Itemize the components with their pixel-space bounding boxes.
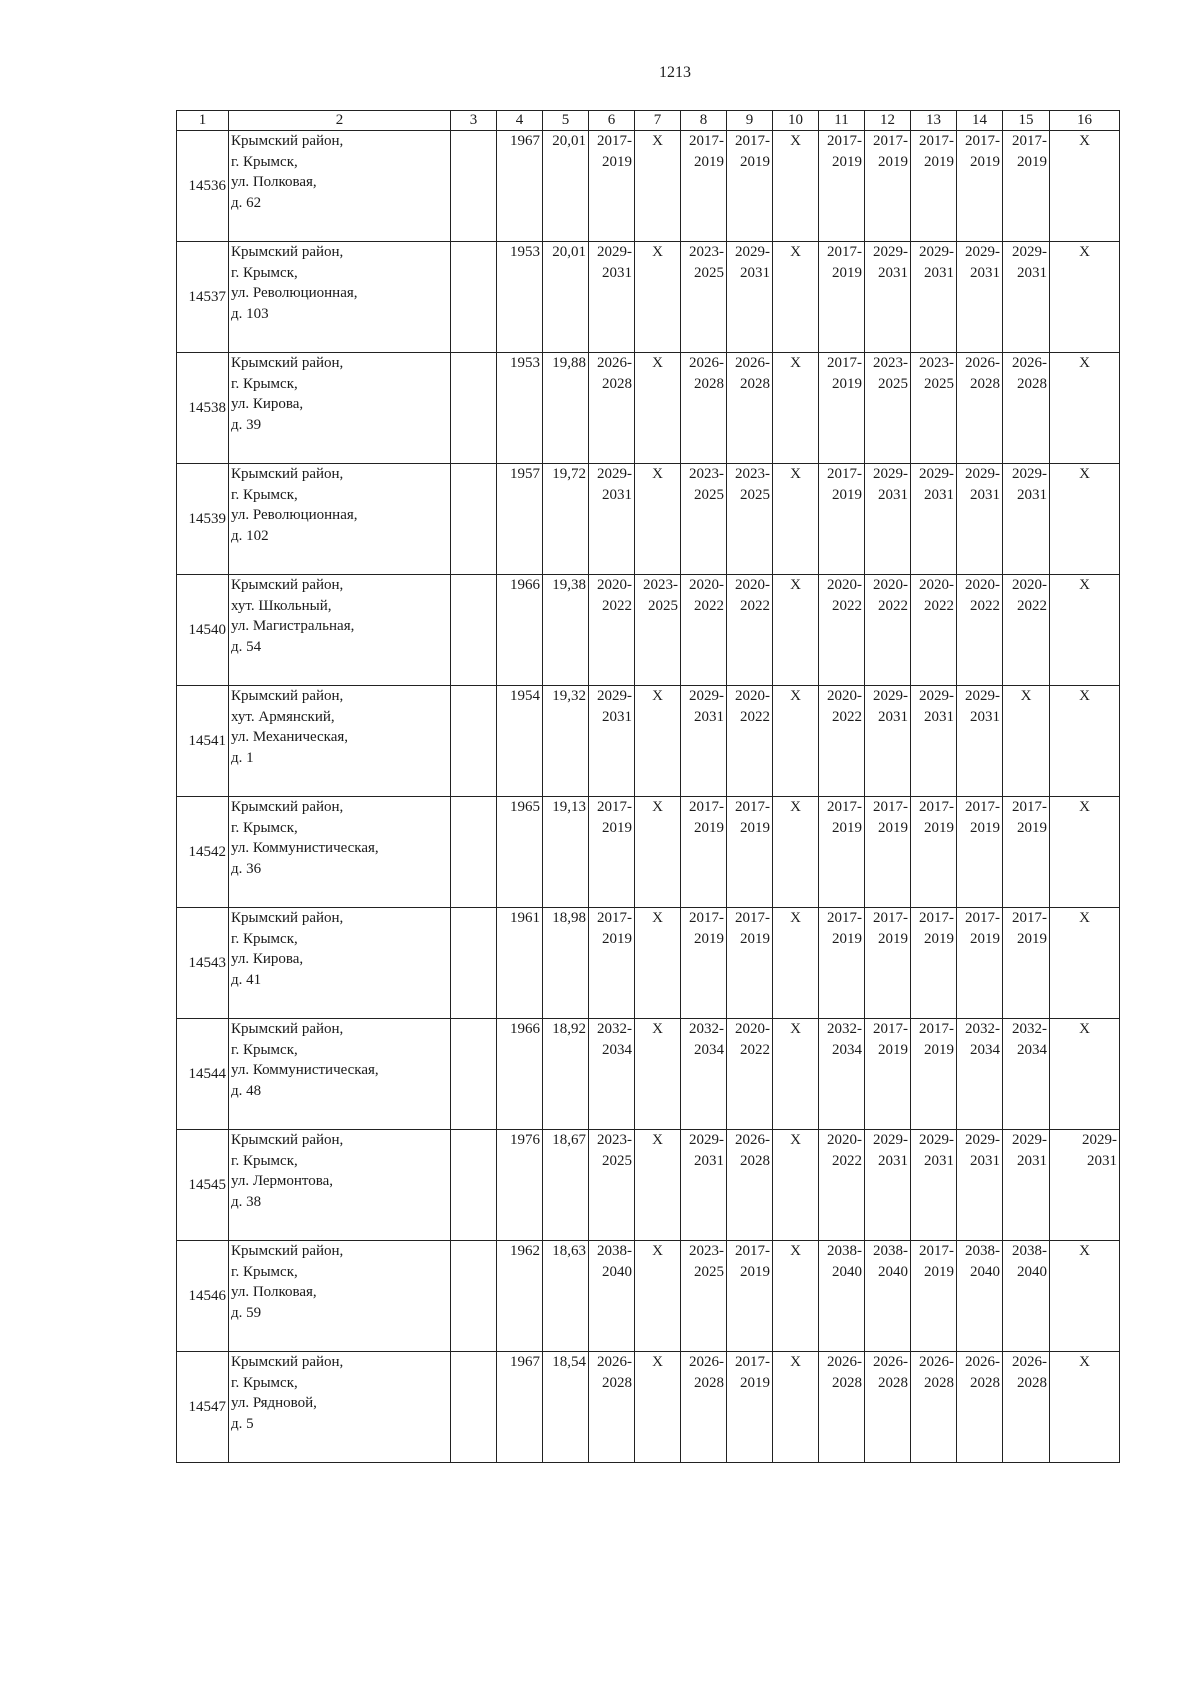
period-cell-col-16: X (1050, 242, 1120, 353)
period-cell-col-10: X (773, 797, 819, 908)
column-header-8: 8 (681, 111, 727, 131)
period-cell-col-7: X (635, 353, 681, 464)
period-cell-col-10: X (773, 1352, 819, 1463)
period-cell-col-14: 2020- 2022 (957, 575, 1003, 686)
year-cell: 1953 (497, 242, 543, 353)
period-cell-col-10: X (773, 1130, 819, 1241)
period-cell-col-16: X (1050, 908, 1120, 1019)
period-cell-col-15: 2029- 2031 (1003, 464, 1050, 575)
column-header-15: 15 (1003, 111, 1050, 131)
column-header-13: 13 (911, 111, 957, 131)
period-cell-col-12: 2026- 2028 (865, 1352, 911, 1463)
period-cell-col-6: 2026- 2028 (589, 353, 635, 464)
period-cell-col-7: X (635, 1019, 681, 1130)
period-cell-col-8: 2017- 2019 (681, 797, 727, 908)
period-cell-col-14: 2029- 2031 (957, 464, 1003, 575)
period-cell-col-7: X (635, 686, 681, 797)
period-cell-col-9: 2017- 2019 (727, 131, 773, 242)
period-cell-col-6: 2029- 2031 (589, 686, 635, 797)
column-3-cell (451, 1241, 497, 1352)
address-cell: Крымский район, г. Крымск, ул. Лермонтова, д. 38 (229, 1130, 451, 1241)
period-cell-col-15: 2032- 2034 (1003, 1019, 1050, 1130)
table-row (177, 1352, 1120, 1463)
period-cell-col-16: X (1050, 464, 1120, 575)
period-cell-col-10: X (773, 131, 819, 242)
period-cell-col-14: 2029- 2031 (957, 242, 1003, 353)
value-cell: 20,01 (543, 131, 589, 242)
period-cell-col-11: 2017- 2019 (819, 464, 865, 575)
table-row (177, 575, 1120, 686)
period-cell-col-10: X (773, 242, 819, 353)
year-cell: 1962 (497, 1241, 543, 1352)
period-cell-col-10: X (773, 575, 819, 686)
period-cell-col-14: 2017- 2019 (957, 797, 1003, 908)
column-header-11: 11 (819, 111, 865, 131)
address-cell: Крымский район, г. Крымск, ул. Революционная, д. 102 (229, 464, 451, 575)
address-cell: Крымский район, хут. Армянский, ул. Механическая, д. 1 (229, 686, 451, 797)
year-cell: 1967 (497, 1352, 543, 1463)
period-cell-col-9: 2020- 2022 (727, 686, 773, 797)
year-cell: 1967 (497, 131, 543, 242)
period-cell-col-11: 2038- 2040 (819, 1241, 865, 1352)
address-cell: Крымский район, г. Крымск, ул. Революционная, д. 103 (229, 242, 451, 353)
period-cell-col-7: 2023- 2025 (635, 575, 681, 686)
address-cell: Крымский район, г. Крымск, ул. Коммунистическая, д. 36 (229, 797, 451, 908)
column-header-14: 14 (957, 111, 1003, 131)
period-cell-col-12: 2029- 2031 (865, 464, 911, 575)
period-cell-col-15: 2017- 2019 (1003, 908, 1050, 1019)
period-cell-col-15: 2038- 2040 (1003, 1241, 1050, 1352)
period-cell-col-7: X (635, 908, 681, 1019)
period-cell-col-15: 2029- 2031 (1003, 1130, 1050, 1241)
period-cell-col-9: 2020- 2022 (727, 1019, 773, 1130)
column-header-1: 1 (177, 111, 229, 131)
period-cell-col-11: 2032- 2034 (819, 1019, 865, 1130)
period-cell-col-14: 2026- 2028 (957, 1352, 1003, 1463)
period-cell-col-12: 2029- 2031 (865, 242, 911, 353)
column-3-cell (451, 131, 497, 242)
period-cell-col-13: 2017- 2019 (911, 797, 957, 908)
column-3-cell (451, 353, 497, 464)
column-header-5: 5 (543, 111, 589, 131)
column-3-cell (451, 686, 497, 797)
table-body (177, 131, 1120, 1463)
table-row (177, 686, 1120, 797)
year-cell: 1976 (497, 1130, 543, 1241)
period-cell-col-11: 2026- 2028 (819, 1352, 865, 1463)
period-cell-col-13: 2017- 2019 (911, 1019, 957, 1130)
period-cell-col-11: 2017- 2019 (819, 908, 865, 1019)
period-cell-col-16: X (1050, 1019, 1120, 1130)
period-cell-col-8: 2017- 2019 (681, 131, 727, 242)
period-cell-col-15: 2017- 2019 (1003, 131, 1050, 242)
period-cell-col-9: 2023- 2025 (727, 464, 773, 575)
period-cell-col-12: 2017- 2019 (865, 1019, 911, 1130)
address-cell: Крымский район, г. Крымск, ул. Кирова, д. 41 (229, 908, 451, 1019)
period-cell-col-7: X (635, 1130, 681, 1241)
row-id: 14537 (177, 242, 229, 353)
period-cell-col-8: 2032- 2034 (681, 1019, 727, 1130)
table-row (177, 353, 1120, 464)
period-cell-col-14: 2017- 2019 (957, 131, 1003, 242)
period-cell-col-16: X (1050, 1241, 1120, 1352)
address-cell: Крымский район, г. Крымск, ул. Кирова, д. 39 (229, 353, 451, 464)
value-cell: 18,63 (543, 1241, 589, 1352)
row-id: 14545 (177, 1130, 229, 1241)
period-cell-col-16: 2029- 2031 (1050, 1130, 1120, 1241)
column-header-3: 3 (451, 111, 497, 131)
period-cell-col-16: X (1050, 686, 1120, 797)
period-cell-col-6: 2029- 2031 (589, 464, 635, 575)
period-cell-col-11: 2017- 2019 (819, 353, 865, 464)
period-cell-col-13: 2020- 2022 (911, 575, 957, 686)
value-cell: 18,54 (543, 1352, 589, 1463)
column-3-cell (451, 464, 497, 575)
period-cell-col-13: 2017- 2019 (911, 131, 957, 242)
period-cell-col-13: 2029- 2031 (911, 1130, 957, 1241)
period-cell-col-16: X (1050, 1352, 1120, 1463)
period-cell-col-16: X (1050, 131, 1120, 242)
year-cell: 1954 (497, 686, 543, 797)
table-row (177, 1019, 1120, 1130)
period-cell-col-6: 2029- 2031 (589, 242, 635, 353)
value-cell: 19,38 (543, 575, 589, 686)
table-row (177, 1241, 1120, 1352)
period-cell-col-15: 2029- 2031 (1003, 242, 1050, 353)
period-cell-col-7: X (635, 242, 681, 353)
period-cell-col-8: 2026- 2028 (681, 1352, 727, 1463)
year-cell: 1961 (497, 908, 543, 1019)
period-cell-col-8: 2029- 2031 (681, 1130, 727, 1241)
row-id: 14540 (177, 575, 229, 686)
year-cell: 1965 (497, 797, 543, 908)
column-3-cell (451, 1352, 497, 1463)
period-cell-col-7: X (635, 1241, 681, 1352)
column-header-4: 4 (497, 111, 543, 131)
header-row (177, 111, 1120, 131)
row-id: 14543 (177, 908, 229, 1019)
period-cell-col-16: X (1050, 353, 1120, 464)
period-cell-col-8: 2026- 2028 (681, 353, 727, 464)
row-id: 14547 (177, 1352, 229, 1463)
row-id: 14538 (177, 353, 229, 464)
period-cell-col-15: 2020- 2022 (1003, 575, 1050, 686)
period-cell-col-12: 2017- 2019 (865, 908, 911, 1019)
column-3-cell (451, 1130, 497, 1241)
period-cell-col-11: 2017- 2019 (819, 797, 865, 908)
period-cell-col-15: 2017- 2019 (1003, 797, 1050, 908)
value-cell: 19,88 (543, 353, 589, 464)
period-cell-col-7: X (635, 464, 681, 575)
period-cell-col-11: 2020- 2022 (819, 1130, 865, 1241)
address-cell: Крымский район, г. Крымск, ул. Полковая, д. 62 (229, 131, 451, 242)
period-cell-col-6: 2020- 2022 (589, 575, 635, 686)
column-header-7: 7 (635, 111, 681, 131)
column-3-cell (451, 908, 497, 1019)
value-cell: 19,72 (543, 464, 589, 575)
column-header-12: 12 (865, 111, 911, 131)
table-row (177, 131, 1120, 242)
period-cell-col-8: 2029- 2031 (681, 686, 727, 797)
period-cell-col-9: 2017- 2019 (727, 797, 773, 908)
column-header-9: 9 (727, 111, 773, 131)
table-row (177, 1130, 1120, 1241)
year-cell: 1966 (497, 1019, 543, 1130)
period-cell-col-13: 2029- 2031 (911, 464, 957, 575)
period-cell-col-10: X (773, 464, 819, 575)
period-cell-col-6: 2038- 2040 (589, 1241, 635, 1352)
period-cell-col-11: 2020- 2022 (819, 686, 865, 797)
column-header-6: 6 (589, 111, 635, 131)
row-id: 14541 (177, 686, 229, 797)
period-cell-col-11: 2020- 2022 (819, 575, 865, 686)
period-cell-col-10: X (773, 1019, 819, 1130)
period-cell-col-15: 2026- 2028 (1003, 353, 1050, 464)
period-cell-col-14: 2032- 2034 (957, 1019, 1003, 1130)
address-cell: Крымский район, г. Крымск, ул. Полковая, д. 59 (229, 1241, 451, 1352)
column-header-10: 10 (773, 111, 819, 131)
period-cell-col-8: 2023- 2025 (681, 1241, 727, 1352)
value-cell: 18,67 (543, 1130, 589, 1241)
period-cell-col-9: 2029- 2031 (727, 242, 773, 353)
period-cell-col-12: 2017- 2019 (865, 797, 911, 908)
period-cell-col-9: 2017- 2019 (727, 908, 773, 1019)
period-cell-col-16: X (1050, 797, 1120, 908)
period-cell-col-13: 2026- 2028 (911, 1352, 957, 1463)
period-cell-col-8: 2023- 2025 (681, 242, 727, 353)
period-cell-col-6: 2026- 2028 (589, 1352, 635, 1463)
period-cell-col-9: 2026- 2028 (727, 353, 773, 464)
period-cell-col-9: 2026- 2028 (727, 1130, 773, 1241)
period-cell-col-7: X (635, 1352, 681, 1463)
period-cell-col-10: X (773, 353, 819, 464)
table-row (177, 908, 1120, 1019)
period-cell-col-11: 2017- 2019 (819, 131, 865, 242)
column-3-cell (451, 1019, 497, 1130)
year-cell: 1953 (497, 353, 543, 464)
column-header-16: 16 (1050, 111, 1120, 131)
period-cell-col-13: 2017- 2019 (911, 908, 957, 1019)
row-id: 14536 (177, 131, 229, 242)
period-cell-col-12: 2029- 2031 (865, 686, 911, 797)
value-cell: 18,98 (543, 908, 589, 1019)
period-cell-col-6: 2017- 2019 (589, 131, 635, 242)
year-cell: 1966 (497, 575, 543, 686)
period-cell-col-6: 2023- 2025 (589, 1130, 635, 1241)
period-cell-col-8: 2017- 2019 (681, 908, 727, 1019)
page-number: 1213 (659, 64, 691, 81)
period-cell-col-7: X (635, 131, 681, 242)
table-header (177, 111, 1120, 131)
column-header-2: 2 (229, 111, 451, 131)
table-row (177, 242, 1120, 353)
period-cell-col-13: 2029- 2031 (911, 242, 957, 353)
row-id: 14546 (177, 1241, 229, 1352)
period-cell-col-8: 2023- 2025 (681, 464, 727, 575)
table-row (177, 797, 1120, 908)
period-cell-col-9: 2020- 2022 (727, 575, 773, 686)
value-cell: 18,92 (543, 1019, 589, 1130)
period-cell-col-13: 2029- 2031 (911, 686, 957, 797)
period-cell-col-12: 2017- 2019 (865, 131, 911, 242)
period-cell-col-12: 2023- 2025 (865, 353, 911, 464)
row-id: 14539 (177, 464, 229, 575)
period-cell-col-14: 2017- 2019 (957, 908, 1003, 1019)
period-cell-col-10: X (773, 686, 819, 797)
period-cell-col-12: 2029- 2031 (865, 1130, 911, 1241)
period-cell-col-7: X (635, 797, 681, 908)
period-cell-col-15: 2026- 2028 (1003, 1352, 1050, 1463)
period-cell-col-14: 2038- 2040 (957, 1241, 1003, 1352)
row-id: 14544 (177, 1019, 229, 1130)
address-cell: Крымский район, хут. Школьный, ул. Магистральная, д. 54 (229, 575, 451, 686)
row-id: 14542 (177, 797, 229, 908)
registry-table (176, 110, 1120, 1463)
column-3-cell (451, 575, 497, 686)
period-cell-col-9: 2017- 2019 (727, 1241, 773, 1352)
value-cell: 19,13 (543, 797, 589, 908)
value-cell: 19,32 (543, 686, 589, 797)
column-3-cell (451, 797, 497, 908)
period-cell-col-15: X (1003, 686, 1050, 797)
period-cell-col-6: 2017- 2019 (589, 908, 635, 1019)
table-row (177, 464, 1120, 575)
period-cell-col-14: 2029- 2031 (957, 686, 1003, 797)
period-cell-col-9: 2017- 2019 (727, 1352, 773, 1463)
address-cell: Крымский район, г. Крымск, ул. Рядновой, д. 5 (229, 1352, 451, 1463)
period-cell-col-13: 2023- 2025 (911, 353, 957, 464)
period-cell-col-10: X (773, 1241, 819, 1352)
period-cell-col-12: 2020- 2022 (865, 575, 911, 686)
period-cell-col-13: 2017- 2019 (911, 1241, 957, 1352)
period-cell-col-11: 2017- 2019 (819, 242, 865, 353)
address-cell: Крымский район, г. Крымск, ул. Коммунистическая, д. 48 (229, 1019, 451, 1130)
period-cell-col-6: 2017- 2019 (589, 797, 635, 908)
year-cell: 1957 (497, 464, 543, 575)
period-cell-col-16: X (1050, 575, 1120, 686)
period-cell-col-14: 2026- 2028 (957, 353, 1003, 464)
period-cell-col-6: 2032- 2034 (589, 1019, 635, 1130)
period-cell-col-14: 2029- 2031 (957, 1130, 1003, 1241)
period-cell-col-8: 2020- 2022 (681, 575, 727, 686)
period-cell-col-12: 2038- 2040 (865, 1241, 911, 1352)
period-cell-col-10: X (773, 908, 819, 1019)
column-3-cell (451, 242, 497, 353)
value-cell: 20,01 (543, 242, 589, 353)
